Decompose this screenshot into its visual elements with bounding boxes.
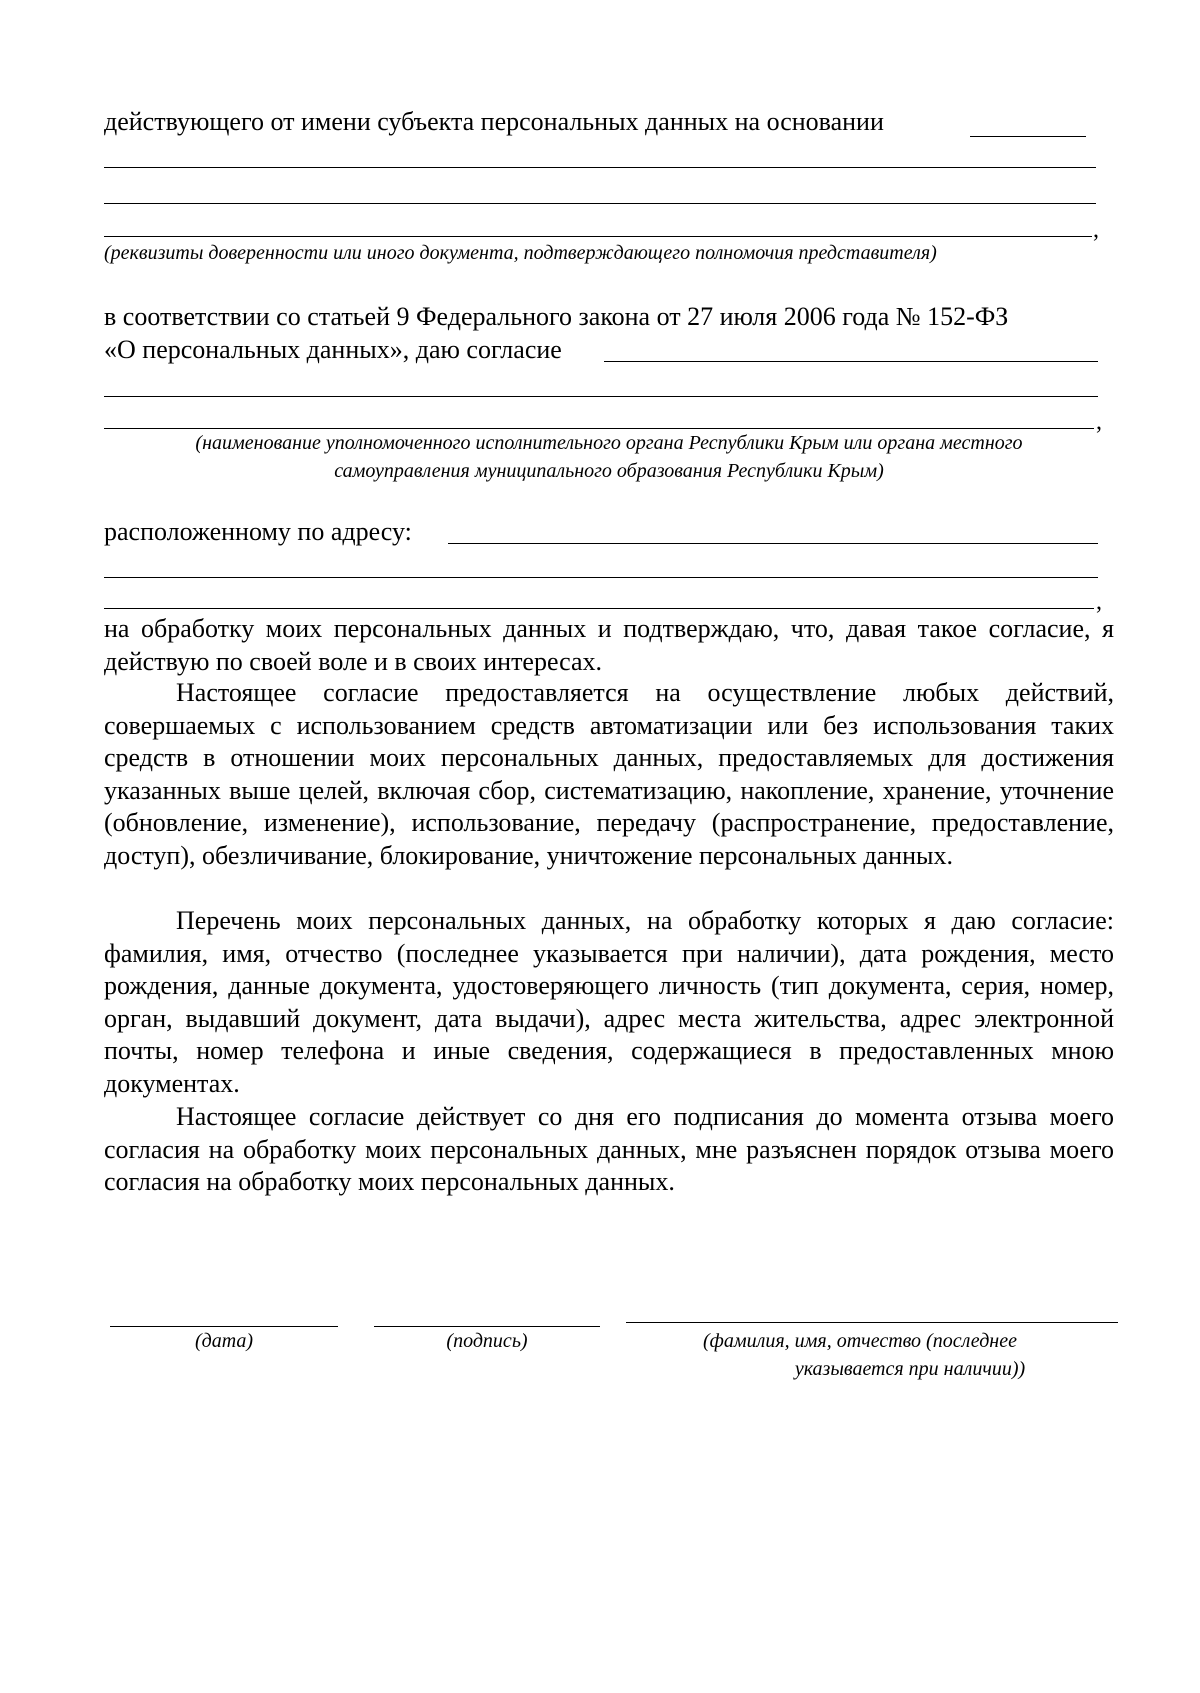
data-list-paragraph: Перечень моих персональных данных, на обработку которых я даю согласие: фамилия, имя, отчество (последнее указывается при наличии), дата рождения, место рождения, данные документа, удостоверяющего личность (тип документа, серия, номер, орган, выдавший документ, дата выдачи), адрес места жительства, адрес электронной почты, номер телефона и иные сведения, содержащиеся в предоставленных мною документах. (104, 906, 1114, 1098)
organ-name-line-1[interactable] (104, 396, 1098, 397)
sign-signature-line[interactable] (374, 1326, 600, 1327)
name-signature-line[interactable] (626, 1322, 1118, 1323)
rep-details-line-2[interactable] (104, 203, 1096, 204)
organ-name-comma: , (1096, 409, 1102, 435)
address-blank[interactable] (448, 543, 1098, 544)
organ-caption-line-2: самоуправления муниципального образования Республики Крым) (334, 460, 884, 482)
law-reference-line-2: «О персональных данных», даю согласие (104, 335, 562, 364)
address-comma: , (1096, 589, 1102, 615)
consent-recipient-blank[interactable] (604, 361, 1098, 362)
address-label: расположенному по адресу: (104, 517, 412, 546)
law-reference-line-1: в соответствии со статьей 9 Федерального закона от 27 июля 2006 года № 152-ФЗ (104, 302, 1009, 331)
actions-paragraph: Настоящее согласие предоставляется на осуществление любых действий, совершаемых с использованием средств автоматизации или без использования таких средств в отношении моих персональных данных, предоставляемых для достижения указанных выше целей, включая сбор, систематизацию, накопление, хранение, уточнение (обновление, изменение), использование, передачу (распространение, предоставление, доступ), обезличивание, блокирование, уничтожение персональных данных. (104, 678, 1114, 870)
rep-details-line-3[interactable] (104, 236, 1092, 237)
sign-caption: (подпись) (446, 1330, 528, 1352)
organ-caption-line-1: (наименование уполномоченного исполнительного органа Республики Крым или органа местного (195, 432, 1023, 454)
date-caption: (дата) (194, 1330, 254, 1352)
processing-consent-paragraph: на обработку моих персональных данных и подтверждаю, что, давая такое согласие, я действую по своей воле и в своих интересах. (104, 614, 1114, 676)
rep-details-comma: , (1093, 217, 1099, 243)
date-signature-line[interactable] (110, 1326, 338, 1327)
address-line-3[interactable] (104, 608, 1094, 609)
address-line-2[interactable] (104, 577, 1098, 578)
rep-basis-text: действующего от имени субъекта персональных данных на основании (104, 107, 884, 136)
name-caption-line-1: (фамилия, имя, отчество (последнее (703, 1330, 1017, 1352)
organ-name-line-2[interactable] (104, 428, 1094, 429)
validity-paragraph: Настоящее согласие действует со дня его подписания до момента отзыва моего согласия на обработку моих персональных данных, мне разъяснен порядок отзыва моего согласия на обработку моих персональных данных. (104, 1102, 1114, 1197)
rep-details-line-1[interactable] (104, 167, 1096, 168)
rep-details-caption: (реквизиты доверенности или иного документа, подтверждающего полномочия представителя) (104, 242, 937, 264)
rep-basis-blank[interactable] (970, 136, 1086, 137)
name-caption-line-2: указывается при наличии)) (794, 1358, 1026, 1380)
